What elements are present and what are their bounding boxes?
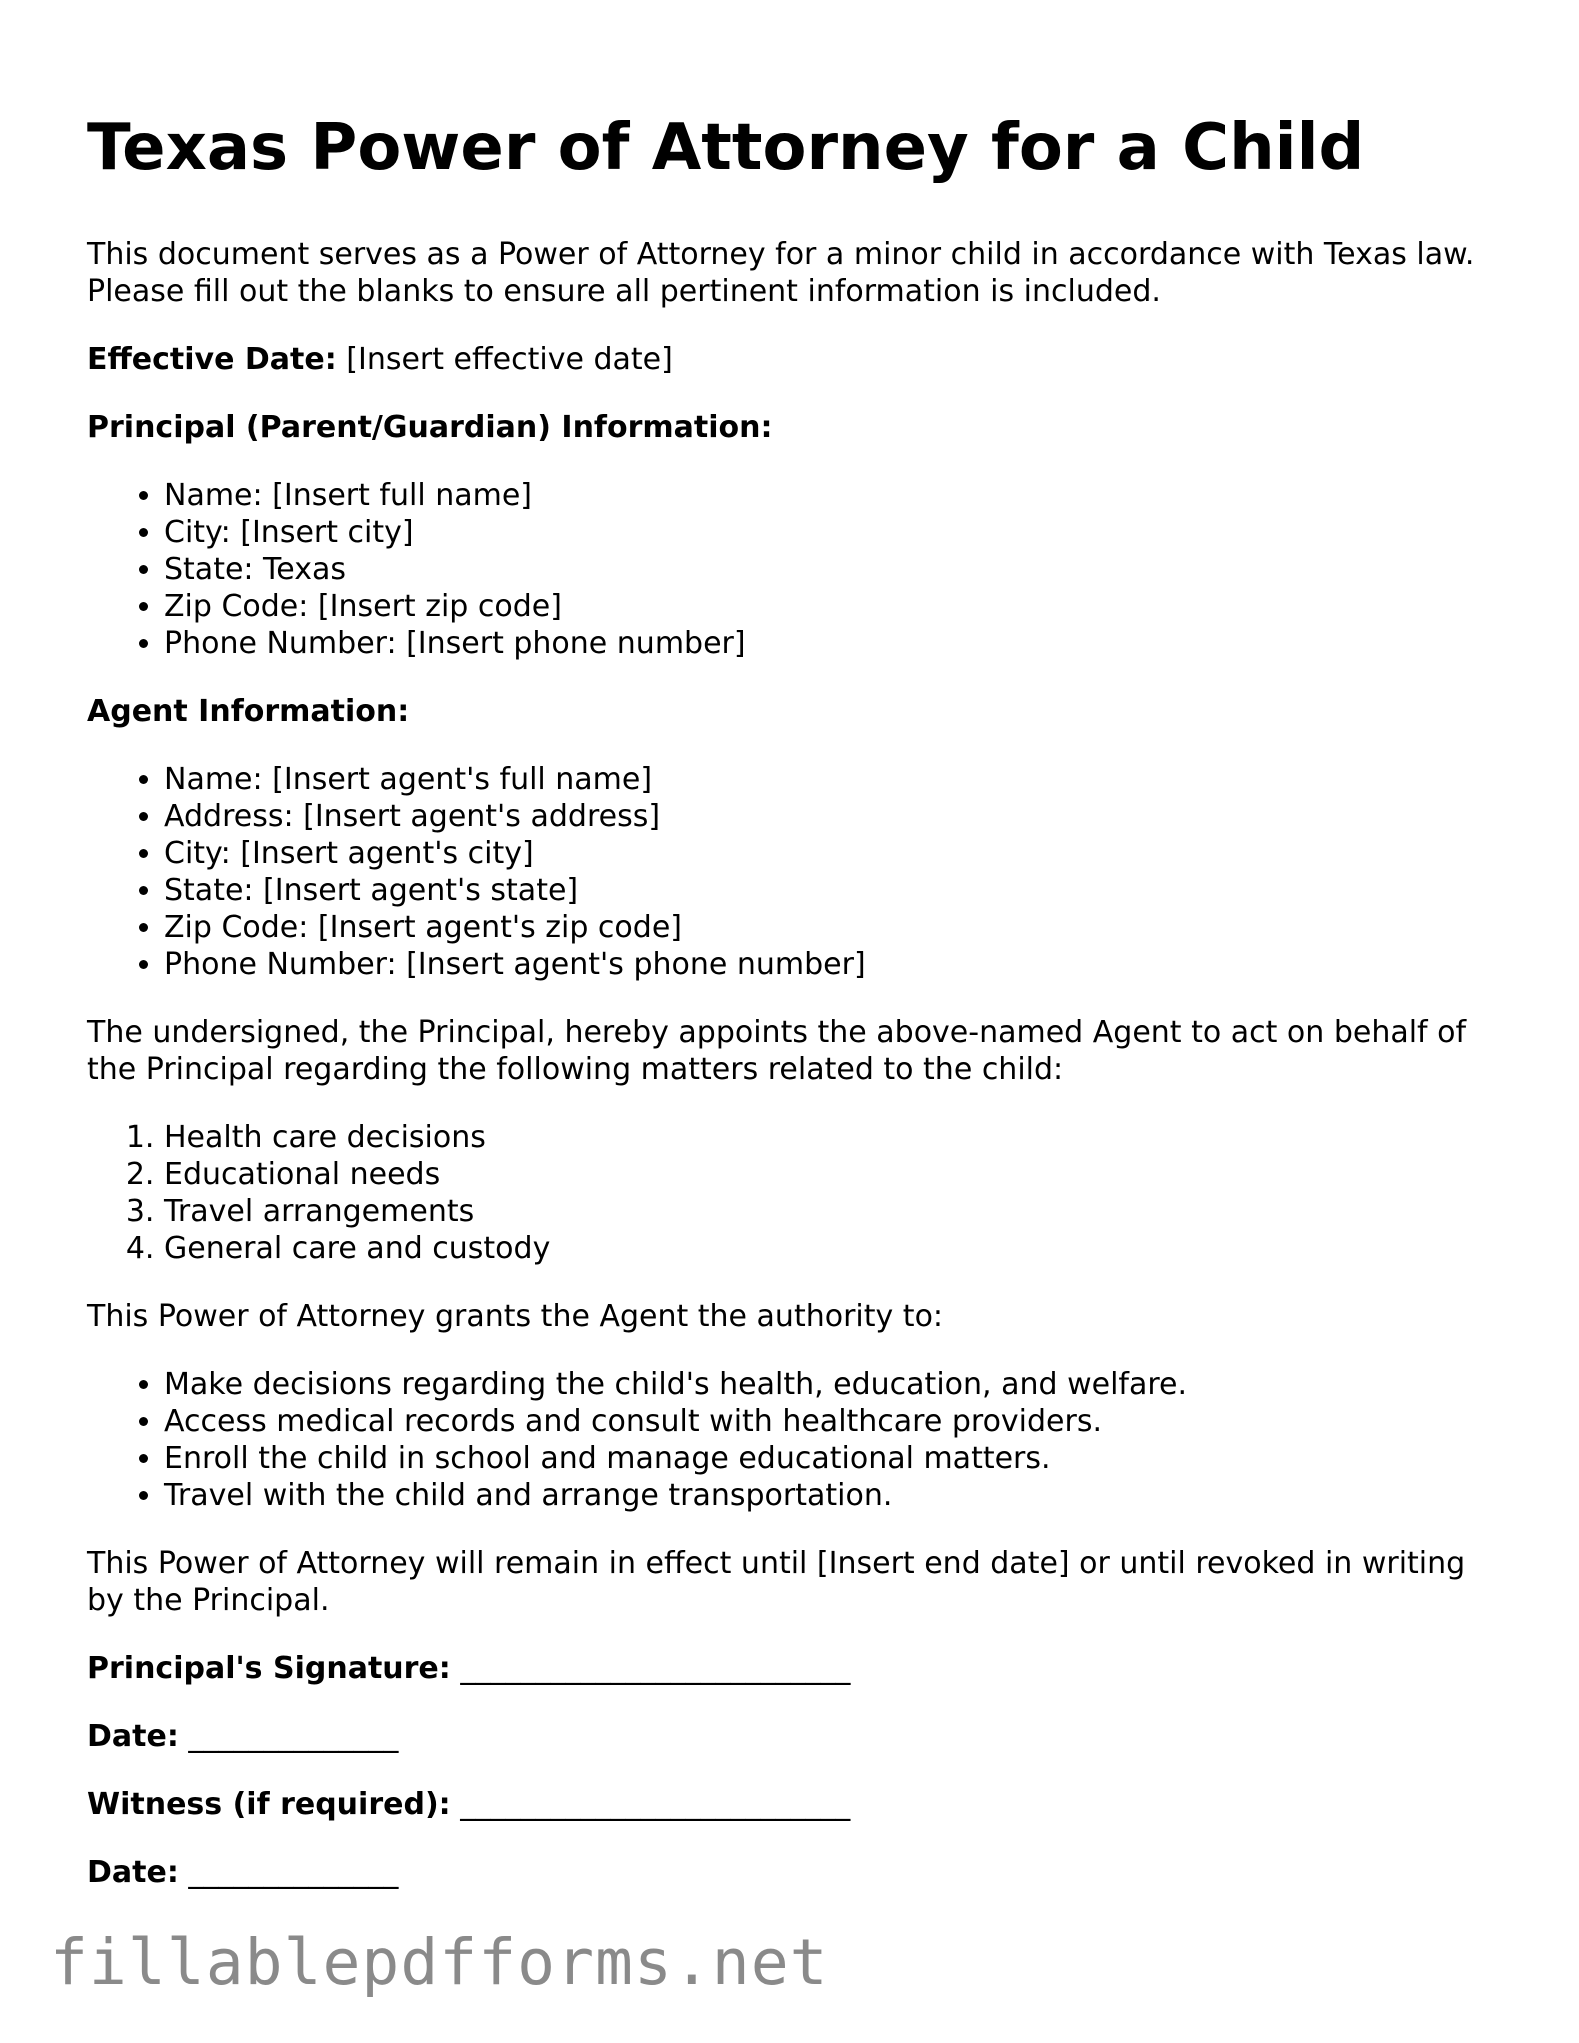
list-item: 4. General care and custody (164, 1230, 1507, 1267)
list-item: • State: Texas (164, 551, 1507, 588)
list-item: • State: [Insert agent's state] (164, 872, 1507, 909)
principal-heading: Principal (Parent/Guardian) Information: (87, 410, 773, 445)
document-page (87, 100, 1507, 1891)
list-item: • City: [Insert city] (164, 514, 1507, 551)
list-item: • Phone Number: [Insert phone number] (164, 625, 1507, 662)
effective-date-line (87, 341, 1507, 378)
watermark: fillablepdfforms.net (50, 1926, 829, 1999)
list-item: • Name: [Insert agent's full name] (164, 761, 1507, 798)
principal-info-list (87, 477, 1507, 662)
agent-info-list (87, 761, 1507, 983)
list-item: • Address: [Insert agent's address] (164, 798, 1507, 835)
list-item: • Name: [Insert full name] (164, 477, 1507, 514)
list-item: • Zip Code: [Insert zip code] (164, 588, 1507, 625)
witness-date-label: Date: (87, 1855, 179, 1890)
list-item: • Zip Code: [Insert agent's zip code] (164, 909, 1507, 946)
principal-date-label: Date: (87, 1719, 179, 1754)
principal-signature-blank[interactable]: __________________________ (450, 1651, 851, 1686)
authority-paragraph: This Power of Attorney grants the Agent the authority to: (87, 1299, 944, 1334)
document-title: Texas Power of Attorney for a Child (87, 111, 1365, 185)
list-item: 1. Health care decisions (164, 1119, 1507, 1156)
witness-signature-label: Witness (if required): (87, 1787, 451, 1822)
effective-date-value: [Insert effective date] (336, 342, 673, 377)
list-item: • Phone Number: [Insert agent's phone number] (164, 946, 1507, 983)
witness-date-line (87, 1854, 1507, 1891)
principal-signature-label: Principal's Signature: (87, 1651, 451, 1686)
principal-date-line (87, 1718, 1507, 1755)
list-item: 3. Travel arrangements (164, 1193, 1507, 1230)
duration-paragraph: This Power of Attorney will remain in effect until [Insert end date] or until revoked in writing by the Principal. (87, 1546, 1466, 1618)
matters-list (87, 1119, 1507, 1267)
appointment-paragraph: The undersigned, the Principal, hereby appoints the above-named Agent to act on behalf of the Principal regarding the following matters related to the child: (87, 1015, 1467, 1087)
agent-heading: Agent Information: (87, 694, 410, 729)
list-item: • Access medical records and consult with healthcare providers. (164, 1403, 1507, 1440)
authority-list (87, 1366, 1507, 1514)
list-item: • Enroll the child in school and manage educational matters. (164, 1440, 1507, 1477)
list-item: • City: [Insert agent's city] (164, 835, 1507, 872)
intro-paragraph: This document serves as a Power of Attorney for a minor child in accordance with Texas law. Please fill out the blanks to ensure all pertinent information is included. (87, 237, 1475, 309)
witness-signature-blank[interactable]: __________________________ (450, 1787, 851, 1822)
witness-signature-line (87, 1786, 1507, 1823)
list-item: 2. Educational needs (164, 1156, 1507, 1193)
principal-signature-line (87, 1650, 1507, 1687)
principal-date-blank[interactable]: ______________ (178, 1719, 399, 1754)
list-item: • Travel with the child and arrange transportation. (164, 1477, 1507, 1514)
witness-date-blank[interactable]: ______________ (178, 1855, 399, 1890)
effective-date-label: Effective Date: (87, 342, 337, 377)
list-item: • Make decisions regarding the child's health, education, and welfare. (164, 1366, 1507, 1403)
